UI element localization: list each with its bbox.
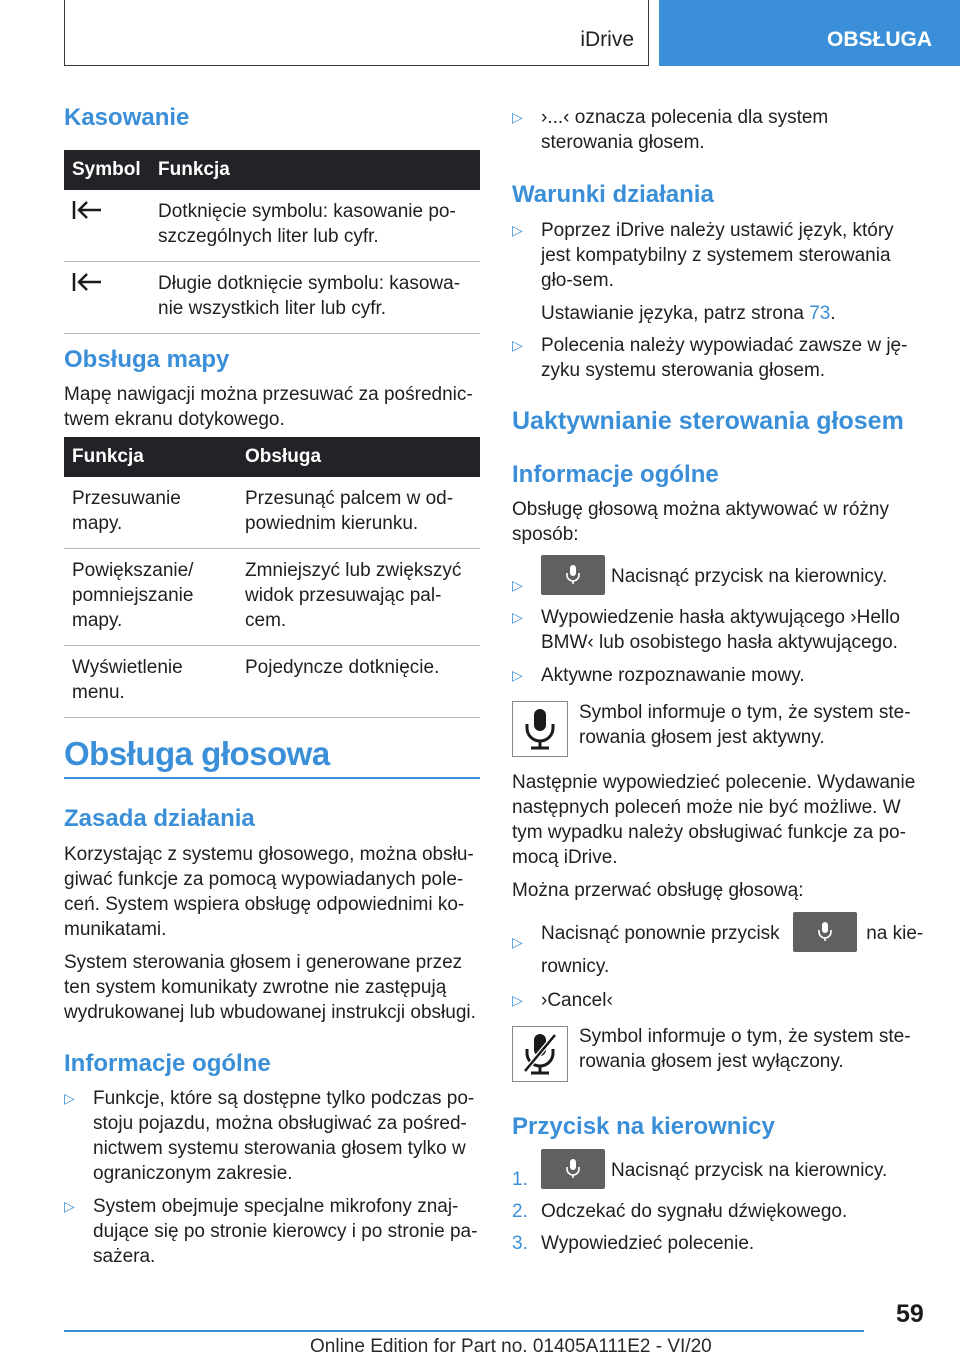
function-cell: Przesuwanie mapy.	[64, 477, 237, 549]
activate-heading: Uaktywnianie sterowania głosem	[512, 407, 904, 435]
map-heading: Obsługa mapy	[64, 346, 230, 373]
table-row	[64, 646, 480, 718]
backspace-icon	[72, 271, 106, 293]
list-item: 2. Odczekać do sygnału dźwiękowego.	[512, 1201, 848, 1222]
operation-cell: Przesunąć palcem w od-powiednim kierunku.	[237, 477, 480, 549]
table-header-row	[64, 150, 480, 190]
list-item: ▷ Poprzez iDrive należy ustawić język, który jest kompatybilny z systemem sterowania gło-sem. Ustawianie języka, patrz strona 73.	[512, 220, 894, 324]
mic-button-icon	[793, 912, 857, 952]
bullet-triangle-icon: ▷	[512, 577, 523, 593]
list-item: ▷ ›...‹ oznacza polecenia dla system sterowania głosem.	[512, 107, 829, 153]
bullet-triangle-icon: ▷	[512, 667, 523, 683]
list-item: ▷ Wypowiedzenie hasła aktywującego ›Hello BMW‹ lub osobistego hasła aktywującego.	[512, 607, 900, 653]
table-header-cell: Funkcja	[64, 437, 237, 477]
section-rule	[64, 777, 480, 779]
function-cell: Wyświetlenie menu.	[64, 646, 237, 718]
info-text: Obsługę głosową można aktywować w różny sposób:	[512, 499, 890, 545]
list-item: ▷ System obejmuje specjalne mikrofony znaj-dujące się po stronie kierowcy i po stronie pa-sażera.	[64, 1196, 478, 1267]
delete-symbols-table	[64, 150, 480, 334]
function-cell: Długie dotknięcie symbolu: kasowa-nie wszystkich liter lub cyfr.	[150, 262, 480, 334]
operation-cell: Pojedyncze dotknięcie.	[237, 646, 480, 718]
principle-paragraph-1: Korzystając z systemu głosowego, można obsłu-giwać funkcje za pomocą wypowiadanych pole-ceń. System wspiera obsługę odpowiednimi ko-munikatami.	[64, 844, 474, 940]
mic-button-icon	[541, 1149, 605, 1189]
microphone-active-icon	[512, 701, 568, 757]
footer-rule	[64, 1330, 864, 1332]
microphone-off-icon	[512, 1026, 568, 1082]
table-header-row	[64, 437, 480, 477]
table-row	[64, 549, 480, 646]
operation-cell: Zmniejszyć lub zwiększyć widok przesuwając pal-cem.	[237, 549, 480, 646]
bullet-triangle-icon: ▷	[512, 337, 523, 353]
table-row	[64, 262, 480, 334]
bullet-triangle-icon: ▷	[512, 992, 523, 1008]
active-note: Symbol informuje o tym, że system ste-rowania głosem jest aktywny.	[579, 702, 911, 748]
bullet-triangle-icon: ▷	[512, 109, 523, 125]
map-text: Mapę nawigacji można przesuwać za pośrednic-twem ekranu dotykowego.	[64, 384, 473, 430]
list-item: 3. Wypowiedzieć polecenie.	[512, 1233, 755, 1254]
header-section-obsluga	[659, 0, 960, 66]
principle-heading: Zasada działania	[64, 805, 255, 832]
bullet-triangle-icon: ▷	[512, 934, 523, 950]
symbol-cell	[64, 190, 150, 262]
table-row	[64, 190, 480, 262]
list-item: ▷ Polecenia należy wypowiadać zawsze w ję-zyku systemu sterowania głosem.	[512, 335, 908, 381]
table-row	[64, 477, 480, 549]
info-heading: Informacje ogólne	[512, 461, 719, 488]
header-section-idrive	[64, 0, 649, 66]
off-note: Symbol informuje o tym, że system ste-rowania głosem jest wyłączony.	[579, 1026, 911, 1072]
list-item: ▷ Nacisnąć przycisk na kierownicy.	[512, 555, 924, 595]
list-item: 1. Nacisnąć przycisk na kierownicy.	[512, 1149, 924, 1189]
edition-footer: Online Edition for Part no. 01405A111E2 - VI/20	[310, 1336, 712, 1357]
page-link[interactable]: 73	[809, 303, 831, 324]
header-idrive-label: iDrive	[580, 28, 634, 51]
list-item: ▷ Nacisnąć ponownie przycisk na kie-rownicy.	[512, 912, 924, 977]
backspace-icon	[72, 199, 106, 221]
list-item: ▷ Aktywne rozpoznawanie mowy.	[512, 665, 805, 686]
table-header-cell: Symbol	[64, 150, 150, 190]
page-number: 59	[896, 1300, 924, 1328]
voice-heading: Obsługa głosowa	[64, 735, 330, 772]
bullet-triangle-icon: ▷	[512, 222, 523, 238]
table-header-cell: Funkcja	[150, 150, 480, 190]
mic-button-icon	[541, 555, 605, 595]
function-cell: Dotknięcie symbolu: kasowanie po-szczególnych liter lub cyfr.	[150, 190, 480, 262]
map-operation-table	[64, 437, 480, 718]
bullet-triangle-icon: ▷	[64, 1198, 75, 1214]
conditions-heading: Warunki działania	[512, 181, 714, 208]
kasowanie-heading: Kasowanie	[64, 104, 190, 131]
general-info-heading: Informacje ogólne	[64, 1050, 271, 1077]
table-header-cell: Obsługa	[237, 437, 480, 477]
bullet-triangle-icon: ▷	[64, 1090, 75, 1106]
bullet-triangle-icon: ▷	[512, 609, 523, 625]
symbol-cell	[64, 262, 150, 334]
function-cell: Powiększanie/ pomniejszanie mapy.	[64, 549, 237, 646]
principle-paragraph-2: System sterowania głosem i generowane przez ten system komunikaty zwrotne nie zastępują wydrukowanej lub wbudowanej instrukcji obsługi.	[64, 952, 476, 1023]
next-text: Następnie wypowiedzieć polecenie. Wydawanie następnych poleceń może nie być możliwe. W tym wypadku należy obsługiwać funkcje za po-mocą iDrive.	[512, 772, 916, 868]
wheel-button-heading: Przycisk na kierownicy	[512, 1113, 775, 1140]
list-item: ▷ ›Cancel‹	[512, 990, 613, 1011]
list-item: ▷ Funkcje, które są dostępne tylko podczas po-stoju pojazdu, można obsługiwać za pośred-nictwem systemu sterowania głosem tylko w ograniczonym zakresie.	[64, 1088, 475, 1184]
interrupt-text: Można przerwać obsługę głosową:	[512, 880, 804, 901]
header-obsluga-label: OBSŁUGA	[827, 28, 932, 51]
